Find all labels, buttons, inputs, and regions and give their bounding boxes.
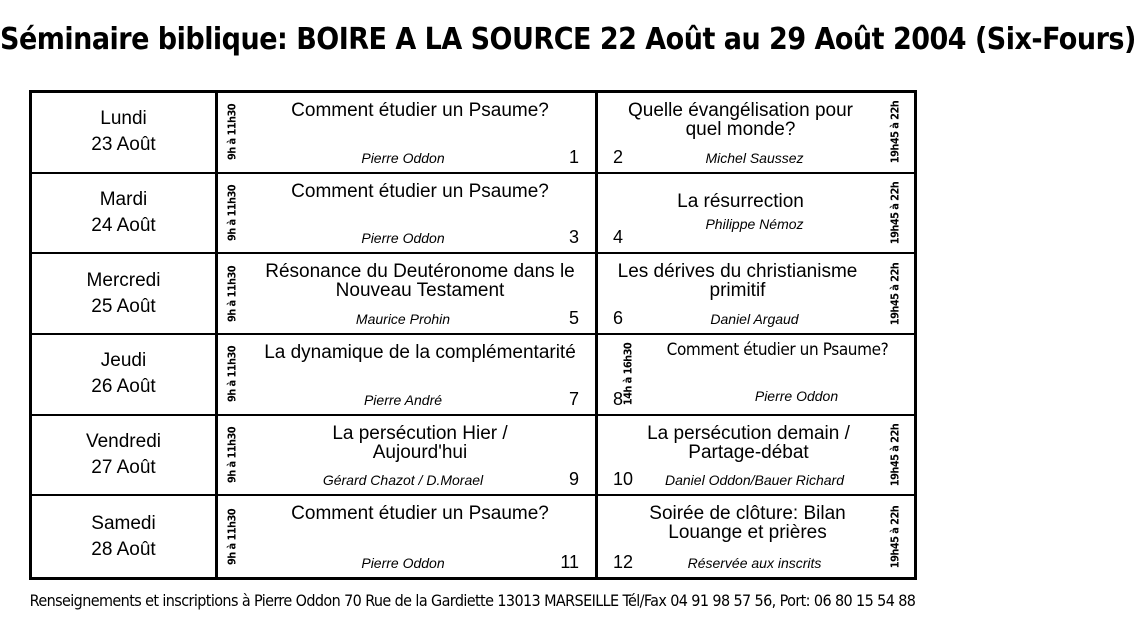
evening-session — [603, 416, 914, 497]
evening-time-cell — [878, 254, 912, 333]
day-weekday: Mercredi — [86, 269, 161, 291]
evening-time: 19h45 à 22h — [888, 262, 902, 325]
session-number: 3 — [568, 227, 579, 248]
session-number: 8 — [613, 388, 624, 409]
morning-time-cell — [218, 93, 245, 174]
session-speaker: Maurice Prohin — [355, 310, 451, 327]
morning-time-cell — [218, 254, 245, 335]
session-speaker: Philippe Némoz — [705, 216, 804, 233]
evening-time: 19h45 à 22h — [888, 505, 902, 568]
session-number: 1 — [568, 146, 579, 167]
day-weekday: Mardi — [99, 188, 148, 210]
evening-session — [603, 174, 914, 255]
morning-session — [245, 254, 595, 335]
evening-time: 19h45 à 22h — [888, 423, 902, 487]
session-number: 7 — [568, 388, 579, 409]
session-title: Comment étudier un Psaume? — [291, 180, 549, 202]
session-speaker: Gérard Chazot / D.Morael — [322, 472, 484, 489]
session-speaker: Réservée aux inscrits — [687, 554, 822, 571]
session-speaker: Pierre Oddon — [361, 230, 445, 247]
session-number: 5 — [568, 307, 579, 328]
day-weekday: Vendredi — [85, 430, 161, 452]
morning-time: 9h à 11h30 — [225, 508, 238, 565]
evening-session — [603, 93, 914, 174]
day-date: 26 Août — [91, 376, 156, 398]
morning-time: 9h à 11h30 — [225, 426, 238, 484]
evening-time: 19h45 à 22h — [888, 181, 902, 245]
session-number: 9 — [568, 469, 579, 490]
evening-time: 19h45 à 22h — [888, 101, 902, 164]
evening-time-cell — [878, 93, 912, 172]
session-speaker: Daniel Argaud — [710, 310, 799, 327]
session-title: La persécution demain / Partage-débat — [647, 422, 850, 463]
morning-time: 9h à 11h30 — [225, 346, 238, 403]
afternoon-time: 14h à 16h30 — [621, 343, 635, 406]
morning-time: 9h à 11h30 — [225, 104, 238, 161]
morning-session — [245, 496, 595, 577]
schedule-table — [29, 90, 917, 580]
morning-session — [245, 416, 595, 497]
day-date: 27 Août — [91, 456, 156, 478]
session-title: Les dérives du christianisme primitif — [617, 261, 858, 302]
evening-time-cell — [878, 496, 912, 577]
morning-session — [245, 93, 595, 174]
day-date: 28 Août — [91, 538, 156, 560]
session-number: 4 — [613, 227, 624, 248]
session-number: 11 — [560, 551, 579, 572]
day-cell — [32, 335, 215, 416]
session-number: 2 — [613, 146, 624, 167]
contact-footer: Renseignements et inscriptions à Pierre Oddon 70 Rue de la Gardiette 13013 MARSEILLE Tél/Fax 04 91 98 57 56, Port: 06 80 15 54 88 — [29, 591, 916, 610]
morning-time-cell — [218, 174, 245, 255]
morning-time: 9h à 11h30 — [225, 265, 238, 322]
session-title: La résurrection — [677, 190, 804, 212]
session-title: Comment étudier un Psaume? — [666, 339, 889, 360]
afternoon-session — [603, 335, 914, 416]
session-speaker: Michel Saussez — [705, 149, 804, 166]
morning-time-cell — [218, 496, 245, 577]
session-title: Quelle évangélisation pour quel monde? — [628, 100, 853, 140]
morning-time-cell — [218, 416, 245, 497]
session-speaker: Pierre Oddon — [361, 149, 445, 166]
day-weekday: Jeudi — [100, 350, 147, 372]
day-cell — [32, 93, 215, 174]
day-cell — [32, 254, 215, 335]
session-title: La dynamique de la complémentarité — [264, 341, 576, 363]
morning-time-cell — [218, 335, 245, 416]
evening-session — [603, 254, 914, 335]
session-title: Comment étudier un Psaume? — [291, 503, 549, 525]
evening-session — [603, 496, 914, 577]
day-date: 24 Août — [91, 214, 156, 236]
day-cell — [32, 416, 215, 497]
session-speaker: Pierre Oddon — [361, 554, 445, 571]
page-title: Séminaire biblique: BOIRE A LA SOURCE 22 Août au 29 Août 2004 (Six-Fours) — [0, 22, 1136, 57]
session-speaker: Pierre Oddon — [754, 387, 839, 404]
day-weekday: Lundi — [100, 108, 147, 130]
morning-session — [245, 174, 595, 255]
session-number: 10 — [613, 469, 634, 490]
day-date: 23 Août — [91, 134, 156, 156]
session-title: Soirée de clôture: Bilan Louange et prières — [649, 503, 846, 544]
morning-session — [245, 335, 595, 416]
session-title: La persécution Hier / Aujourd'hui — [332, 422, 508, 463]
day-cell — [32, 174, 215, 255]
day-cell — [32, 496, 215, 577]
session-title: Résonance du Deutéronome dans le Nouveau Testament — [265, 261, 575, 302]
evening-time-cell — [878, 416, 912, 495]
evening-time-cell — [878, 174, 912, 253]
day-weekday: Samedi — [91, 512, 156, 534]
session-speaker: Pierre André — [363, 391, 443, 408]
session-speaker: Daniel Oddon/Bauer Richard — [665, 472, 844, 489]
session-number: 6 — [613, 307, 624, 328]
session-title: Comment étudier un Psaume? — [291, 100, 549, 121]
session-number: 12 — [613, 551, 634, 572]
day-date: 25 Août — [91, 295, 156, 317]
morning-time: 9h à 11h30 — [225, 184, 238, 242]
